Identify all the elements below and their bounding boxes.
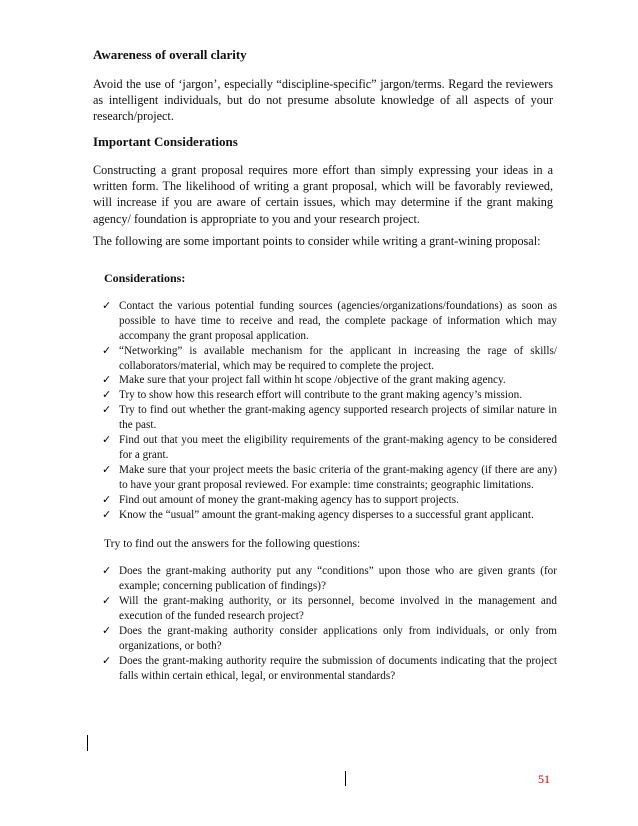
checkmark-icon: ✓ — [102, 433, 112, 447]
checkmark-icon: ✓ — [102, 492, 112, 506]
list-item: ✓ Does the grant-making authority put any “conditions” upon those who are given grants (for example; concerning publication of findings)? — [102, 564, 557, 593]
list-item: ✓ Try to show how this research effort will contribute to the grant making agency’s mission. — [102, 388, 522, 402]
list-item: ✓ Find out amount of money the grant-making agency has to support projects. — [102, 492, 459, 506]
footer-divider — [345, 771, 346, 786]
checkmark-icon: ✓ — [102, 564, 112, 578]
list-item: ✓ Does the grant-making authority consider applications only from individuals, or only from organizations, or both? — [102, 624, 557, 652]
checkmark-icon: ✓ — [102, 403, 112, 417]
margin-bar — [87, 735, 88, 751]
questions-list — [102, 564, 557, 683]
list-item: ✓ “Networking” is available mechanism for the applicant in increasing the rage of skills/ collaborators/material, which may be required to complete the project. — [102, 343, 557, 372]
list-item: ✓ Find out that you meet the eligibility requirements of the grant-making agency to be considered for a grant. — [102, 433, 557, 461]
considerations-list — [102, 299, 557, 523]
list-item: ✓ Know the “usual” amount the grant-making agency disperses to a successful grant applicant. — [102, 507, 534, 521]
checkmark-icon: ✓ — [102, 298, 112, 312]
considerations-box — [102, 271, 557, 735]
list-item: ✓ Make sure that your project fall within ht scope /objective of the grant making agency. — [102, 373, 506, 387]
checkmark-icon: ✓ — [102, 624, 112, 638]
page-number: 51 — [538, 772, 550, 786]
checkmark-icon: ✓ — [102, 373, 112, 387]
paragraph-intro: The following are some important points to consider while writing a grant-wining proposal: — [93, 234, 541, 248]
checkmark-icon: ✓ — [102, 462, 112, 476]
list-item: ✓ Try to find out whether the grant-making agency supported research projects of similar nature in the past. — [102, 403, 557, 432]
list-item: ✓ Contact the various potential funding sources (agencies/organizations/foundations) as soon as possible to have time to receive and read, the complete package of information which may accompany the grant proposal application. — [102, 298, 557, 342]
list-item: ✓ Does the grant-making authority require the submission of documents indicating that the project falls within certain ethical, legal, or environmental standards? — [102, 653, 557, 682]
questions-intro: Try to find out the answers for the following questions: — [104, 536, 361, 550]
checkmark-icon: ✓ — [102, 507, 112, 521]
paragraph-awareness: Avoid the use of ‘jargon’, especially “discipline-specific” jargon/terms. Regard the reviewers as intelligent individuals, but do not presume absolute knowledge of all aspects of your research/project. — [93, 77, 553, 124]
heading-awareness: Awareness of overall clarity — [93, 47, 247, 62]
list-item: ✓ Will the grant-making authority, or its personnel, become involved in the management and execution of the funded research project? — [102, 594, 557, 623]
checkmark-icon: ✓ — [102, 653, 112, 667]
box-title: Considerations: — [104, 271, 186, 285]
checkmark-icon: ✓ — [102, 343, 112, 357]
list-item: ✓ Make sure that your project meets the basic criteria of the grant-making agency (if there are any) to have your grant proposal reviewed. For example: time constraints; geographic limitations. — [102, 462, 557, 491]
checkmark-icon: ✓ — [102, 388, 112, 402]
heading-important-considerations: Important Considerations — [93, 134, 238, 149]
paragraph-considerations: Constructing a grant proposal requires more effort than simply expressing your ideas in a written form. The likelihood of writing a grant proposal, which will be favorably reviewed, will increase if you are aware of certain issues, which may determine if the grant making agency/ foundation is appropriate to you and your research project. — [93, 163, 553, 226]
checkmark-icon: ✓ — [102, 594, 112, 608]
